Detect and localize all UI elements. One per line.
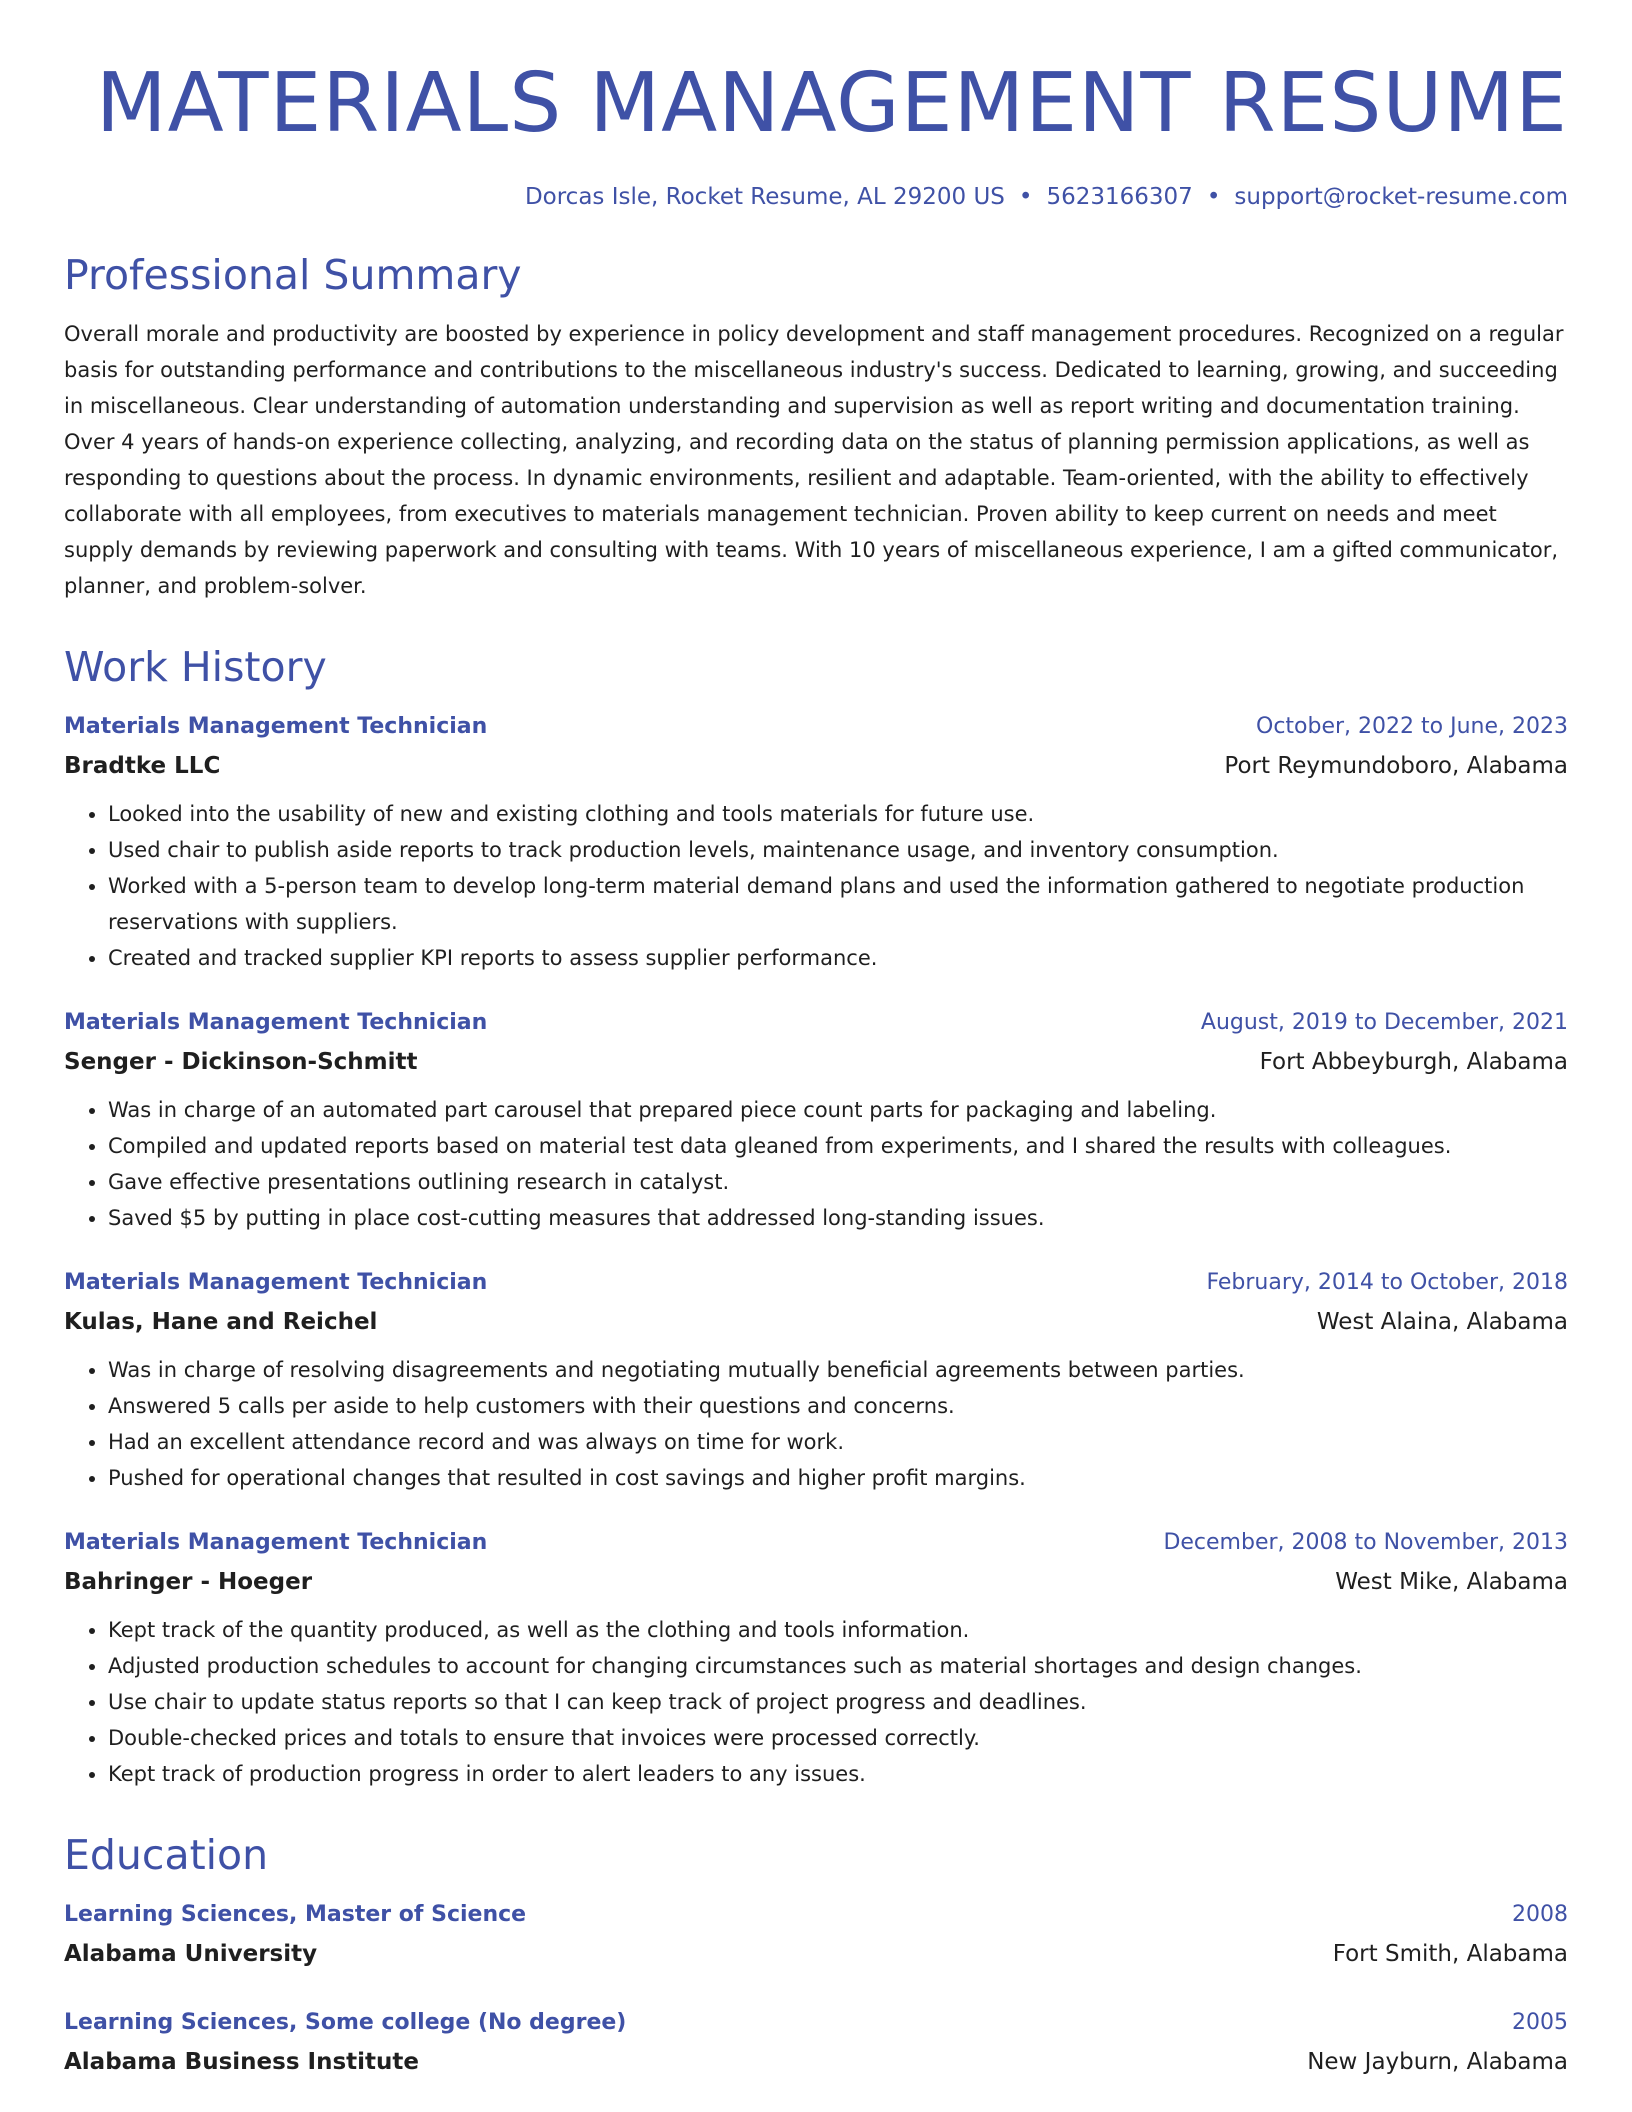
education-entry bbox=[64, 1896, 1568, 1974]
job-title: Materials Management Technician bbox=[64, 1270, 488, 1295]
job-bullet: • Created and tracked supplier KPI reports to assess supplier performance. bbox=[108, 940, 1568, 976]
contact-address: Dorcas Isle, Rocket Resume, AL 29200 US bbox=[524, 184, 1005, 210]
job-company: Bahringer - Hoeger bbox=[64, 1569, 313, 1595]
contact-line bbox=[64, 182, 1568, 212]
work-history-heading: Work History bbox=[64, 643, 327, 691]
job-bullet: • Saved $5 by putting in place cost-cutting measures that addressed long-standing issues. bbox=[108, 1200, 1568, 1236]
education-degree: Learning Sciences, Some college (No degree) bbox=[64, 2010, 627, 2035]
job-bullet: • Had an excellent attendance record and was always on time for work. bbox=[108, 1424, 1568, 1460]
job-dates: February, 2014 to October, 2018 bbox=[1206, 1270, 1568, 1295]
job-bullet: • Compiled and updated reports based on material test data gleaned from experiments, and I shared the results with colleagues. bbox=[108, 1128, 1568, 1164]
job-bullet: • Looked into the usability of new and existing clothing and tools materials for future use. bbox=[108, 796, 1568, 832]
education-location: New Jayburn, Alabama bbox=[1307, 2049, 1568, 2075]
job-bullet: • Kept track of production progress in order to alert leaders to any issues. bbox=[108, 1756, 1568, 1792]
job-entry bbox=[64, 1004, 1568, 1236]
job-bullet: • Adjusted production schedules to account for changing circumstances such as material shortages and design changes. bbox=[108, 1648, 1568, 1684]
job-bullets bbox=[64, 796, 1568, 976]
education-entry bbox=[64, 2004, 1568, 2082]
job-bullet: • Pushed for operational changes that resulted in cost savings and higher profit margins. bbox=[108, 1460, 1568, 1496]
education-school: Alabama University bbox=[64, 1941, 318, 1967]
education-location: Fort Smith, Alabama bbox=[1332, 1941, 1568, 1967]
contact-separator: • bbox=[1018, 184, 1033, 210]
job-title: Materials Management Technician bbox=[64, 1530, 488, 1555]
job-company: Bradtke LLC bbox=[64, 753, 221, 779]
job-title: Materials Management Technician bbox=[64, 1010, 488, 1035]
job-location: West Mike, Alabama bbox=[1335, 1569, 1568, 1595]
resume-title: MATERIALS MANAGEMENT RESUME bbox=[95, 56, 1568, 151]
job-bullet: • Double-checked prices and totals to ensure that invoices were processed correctly. bbox=[108, 1720, 1568, 1756]
education-year: 2008 bbox=[1512, 1902, 1568, 1927]
contact-email[interactable]: support@rocket-resume.com bbox=[1234, 184, 1568, 210]
job-entry bbox=[64, 1524, 1568, 1792]
job-bullet: • Gave effective presentations outlining research in catalyst. bbox=[108, 1164, 1568, 1200]
job-bullets bbox=[64, 1612, 1568, 1792]
job-bullet: • Worked with a 5-person team to develop long-term material demand plans and used the information gathered to negotiate production reservations with suppliers. bbox=[108, 868, 1568, 940]
job-bullets bbox=[64, 1352, 1568, 1496]
resume-header bbox=[64, 56, 1568, 212]
job-location: Fort Abbeyburgh, Alabama bbox=[1259, 1049, 1568, 1075]
job-title: Materials Management Technician bbox=[64, 714, 488, 739]
job-bullet: • Use chair to update status reports so that I can keep track of project progress and deadlines. bbox=[108, 1684, 1568, 1720]
job-company: Kulas, Hane and Reichel bbox=[64, 1309, 378, 1335]
job-location: Port Reymundoboro, Alabama bbox=[1224, 753, 1568, 779]
job-dates: October, 2022 to June, 2023 bbox=[1256, 714, 1568, 739]
education-year: 2005 bbox=[1512, 2010, 1568, 2035]
job-location: West Alaina, Alabama bbox=[1316, 1309, 1568, 1335]
summary-text: Overall morale and productivity are boosted by experience in policy development and staff management procedures. Recognized on a regular basis for outstanding performance and contributions to the miscellaneous industry's success. Dedicated to learning, growing, and succeeding in miscellaneous. Clear understanding of automation understanding and supervision as well as report writing and documentation training. Over 4 years of hands-on experience collecting, analyzing, and recording data on the status of planning permission applications, as well as responding to questions about the process. In dynamic environments, resilient and adaptable. Team-oriented, with the ability to effectively collaborate with all employees, from executives to materials management technician. Proven ability to keep current on needs and meet supply demands by reviewing paperwork and consulting with teams. With 10 years of miscellaneous experience, I am a gifted communicator, planner, and problem-solver. bbox=[64, 322, 1564, 598]
job-bullet: • Was in charge of an automated part carousel that prepared piece count parts for packaging and labeling. bbox=[108, 1092, 1568, 1128]
job-dates: August, 2019 to December, 2021 bbox=[1200, 1010, 1568, 1035]
job-entry bbox=[64, 1264, 1568, 1496]
job-dates: December, 2008 to November, 2013 bbox=[1163, 1530, 1568, 1555]
job-company: Senger - Dickinson-Schmitt bbox=[64, 1049, 418, 1075]
contact-separator: • bbox=[1206, 184, 1221, 210]
job-bullets bbox=[64, 1092, 1568, 1236]
education-school: Alabama Business Institute bbox=[64, 2049, 419, 2075]
contact-phone[interactable]: 5623166307 bbox=[1046, 184, 1193, 210]
job-entry bbox=[64, 708, 1568, 976]
job-bullet: • Answered 5 calls per aside to help customers with their questions and concerns. bbox=[108, 1388, 1568, 1424]
job-bullet: • Was in charge of resolving disagreements and negotiating mutually beneficial agreements between parties. bbox=[108, 1352, 1568, 1388]
job-bullet: • Kept track of the quantity produced, as well as the clothing and tools information. bbox=[108, 1612, 1568, 1648]
summary-heading: Professional Summary bbox=[64, 251, 522, 299]
job-bullet: • Used chair to publish aside reports to track production levels, maintenance usage, and inventory consumption. bbox=[108, 832, 1568, 868]
education-degree: Learning Sciences, Master of Science bbox=[64, 1902, 527, 1927]
education-heading: Education bbox=[64, 1831, 269, 1879]
